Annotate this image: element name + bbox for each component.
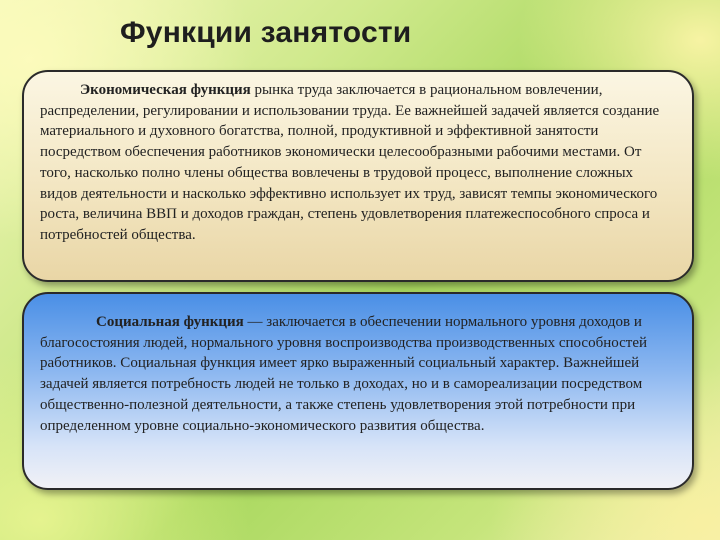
social-function-term: Социальная функция: [96, 314, 244, 330]
economic-function-text: рынка труда заключается в рациональном вовлечении, распределении, регулировании и использовании труда. Ее важнейшей задачей является создание материального и духовного богатства, полной, продуктивной и эффективной занятости посредством обеспечения работников экономически целесообразными рабочими местами. От того, насколько полно члены общества вовлечены в трудовой процесс, выполнение сложных видов деятельности и насколько эффективно использует их труд, зависят темпы экономического роста, величина ВВП и доходов граждан, степень удовлетворения платежеспособного спроса и потребностей общества.: [40, 82, 660, 243]
economic-function-card: [22, 70, 694, 282]
social-function-paragraph: [40, 312, 672, 436]
economic-function-paragraph: [40, 80, 672, 246]
economic-function-term: Экономическая функция: [80, 82, 251, 98]
slide-title: Функции занятости: [120, 16, 412, 49]
social-function-card: [22, 292, 694, 490]
social-function-text: — заключается в обеспечении нормального уровня доходов и благосостояния людей, нормального уровня воспроизводства производственных способностей работников. Социальная функция имеет ярко выраженный социальный характер. Важнейшей задачей является потребность людей не только в доходах, но и в самореализации посредством общественно-полезной деятельности, а также степень удовлетворения этой потребности при определенном уровне социально-экономического развития общества.: [40, 314, 648, 434]
